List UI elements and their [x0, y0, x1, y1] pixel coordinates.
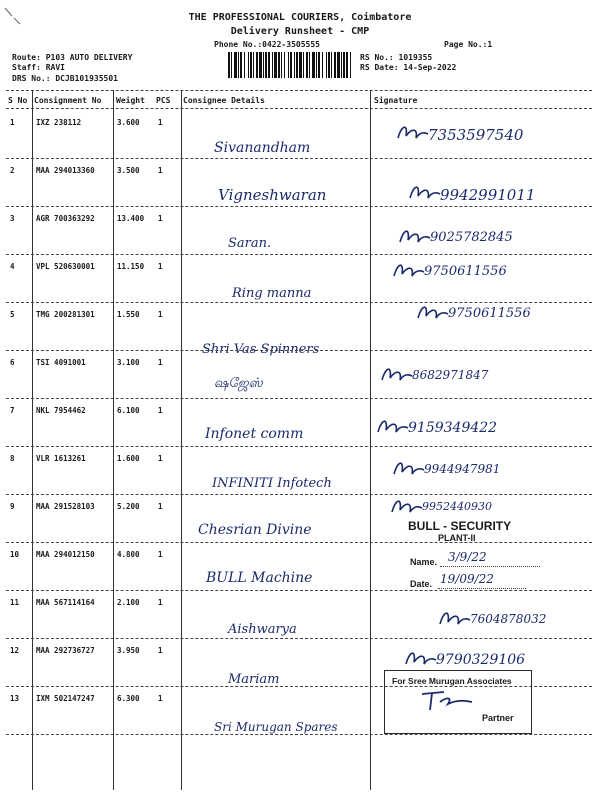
row-consignment-no: MAA 294012150 [36, 550, 95, 559]
row-consignee-name: Aishwarya [228, 622, 297, 637]
row-consignee-name: Sivanandham [214, 140, 311, 156]
bull-stamp-title: BULL - SECURITY [408, 519, 512, 533]
row-separator [6, 542, 592, 543]
company-name: THE PROFESSIONAL COURIERS, Coimbatore [188, 12, 412, 23]
partner-signature-icon [418, 688, 478, 714]
row-sno: 7 [10, 406, 15, 415]
row-weight: 2.100 [117, 598, 140, 607]
row-weight: 3.500 [117, 166, 140, 175]
phone-number: Phone No.:0422-3505555 [214, 40, 320, 49]
signature-scribble-icon [394, 122, 430, 144]
row-separator [6, 494, 592, 495]
row-pcs: 1 [158, 118, 163, 127]
row-signature: 9159349422 [408, 420, 498, 436]
row-pcs: 1 [158, 646, 163, 655]
signature-scribble-icon [378, 364, 414, 386]
row-separator [6, 446, 592, 447]
rs-number: RS No.: 1019355 [360, 53, 433, 62]
bull-stamp-date-value: 19/09/22 [440, 572, 494, 586]
row-signature: 9944947981 [424, 462, 501, 476]
bull-stamp-plant: PLANT-II [438, 533, 476, 543]
signature-scribble-icon [406, 182, 442, 204]
signature-scribble-icon [374, 416, 410, 438]
row-separator [6, 206, 592, 207]
row-pcs: 1 [158, 502, 163, 511]
row-sno: 12 [10, 646, 20, 655]
row-separator [6, 638, 592, 639]
row-consignee-name: Chesrian Divine [198, 522, 312, 538]
row-pcs: 1 [158, 454, 163, 463]
drs-number: DRS No.: DCJB101935501 [12, 74, 118, 83]
row-signature: 7353597540 [428, 126, 524, 144]
bull-stamp-name-label: Name. [410, 557, 438, 567]
row-weight: 1.600 [117, 454, 140, 463]
col-divider [113, 90, 114, 790]
runsheet-title: Delivery Runsheet - CMP [230, 26, 370, 37]
row-consignee-name: Shri Vas Spinners [202, 342, 320, 357]
col-sno: S No [8, 96, 28, 105]
row-separator [6, 590, 592, 591]
signature-scribble-icon [388, 496, 424, 518]
row-weight: 1.550 [117, 310, 140, 319]
row-consignment-no: NKL 7954462 [36, 406, 86, 415]
signature-scribble-icon [390, 260, 426, 282]
row-sno: 10 [10, 550, 20, 559]
row-sno: 9 [10, 502, 15, 511]
row-sno: 5 [10, 310, 15, 319]
bull-stamp-date-line [438, 588, 526, 589]
row-signature: 9952440930 [422, 500, 492, 513]
row-separator [6, 734, 592, 735]
row-weight: 3.100 [117, 358, 140, 367]
bull-stamp-date-label: Date. [410, 579, 433, 589]
col-divider [370, 90, 371, 790]
row-weight: 6.100 [117, 406, 140, 415]
row-signature: 9025782845 [430, 230, 513, 245]
row-consignment-no: MAA 567114164 [36, 598, 95, 607]
col-divider [32, 90, 33, 790]
row-pcs: 1 [158, 406, 163, 415]
signature-scribble-icon [436, 608, 472, 630]
col-signature: Signature [374, 96, 418, 105]
header-top-rule [6, 90, 592, 91]
col-divider [181, 90, 182, 790]
row-signature: 9750611556 [424, 264, 507, 279]
row-sno: 2 [10, 166, 15, 175]
row-separator [6, 158, 592, 159]
row-separator [6, 302, 592, 303]
row-weight: 13.400 [117, 214, 145, 223]
row-sno: 1 [10, 118, 15, 127]
row-sno: 13 [10, 694, 20, 703]
row-consignee-name: Vigneshwaran [218, 186, 327, 204]
row-consignee-name: Sri Murugan Spares [214, 720, 338, 734]
sree-stamp-partner: Partner [482, 713, 514, 723]
bull-stamp-name-line [440, 566, 540, 567]
row-consignment-no: AGR 700363292 [36, 214, 95, 223]
row-separator [6, 350, 592, 351]
row-signature: 9750611556 [448, 306, 531, 321]
row-pcs: 1 [158, 310, 163, 319]
row-pcs: 1 [158, 550, 163, 559]
row-consignment-no: VLR 1613261 [36, 454, 86, 463]
row-consignment-no: VPL 520630001 [36, 262, 95, 271]
row-sno: 11 [10, 598, 20, 607]
row-pcs: 1 [158, 214, 163, 223]
col-weight: Weight [116, 96, 145, 105]
row-consignment-no: MAA 291528103 [36, 502, 95, 511]
route: Route: P103 AUTO DELIVERY [12, 53, 133, 62]
row-signature: 9942991011 [440, 186, 536, 204]
row-consignee-name: Mariam [228, 672, 280, 687]
col-pcs: PCS [156, 96, 171, 105]
row-consignment-no: TSI 4091001 [36, 358, 86, 367]
header-bottom-rule [6, 108, 592, 109]
row-signature: 9790329106 [436, 652, 526, 668]
row-pcs: 1 [158, 694, 163, 703]
row-consignment-no: IXM 502147247 [36, 694, 95, 703]
row-pcs: 1 [158, 598, 163, 607]
row-signature: 8682971847 [412, 368, 489, 382]
sree-stamp-title: For Sree Murugan Associates [392, 676, 512, 686]
row-consignee-name: Ring manna [232, 286, 312, 301]
row-consignment-no: MAA 294013360 [36, 166, 95, 175]
staff: Staff: RAVI [12, 63, 65, 72]
row-pcs: 1 [158, 358, 163, 367]
row-consignment-no: TMG 200281301 [36, 310, 95, 319]
row-weight: 3.950 [117, 646, 140, 655]
row-weight: 4.800 [117, 550, 140, 559]
page-number: Page No.:1 [444, 40, 493, 49]
row-consignee-name: BULL Machine [206, 570, 313, 586]
row-pcs: 1 [158, 166, 163, 175]
row-consignee-name: Saran. [228, 236, 272, 251]
barcode-icon [228, 52, 352, 78]
signature-scribble-icon [390, 458, 426, 480]
row-consignee-name: Infonet comm [205, 426, 304, 442]
row-pcs: 1 [158, 262, 163, 271]
row-consignee-name: INFINITI Infotech [212, 476, 332, 491]
row-signature: 7604878032 [470, 612, 547, 626]
row-consignment-no: IXZ 238112 [36, 118, 82, 127]
scan-mark-icon [2, 4, 24, 26]
row-weight: 11.150 [117, 262, 145, 271]
col-details: Consignee Details [183, 96, 265, 105]
bull-stamp-name-value: 3/9/22 [448, 550, 487, 564]
rs-date: RS Date: 14-Sep-2022 [360, 63, 457, 72]
signature-scribble-icon [414, 302, 450, 324]
signature-scribble-icon [402, 648, 438, 670]
row-sno: 6 [10, 358, 15, 367]
row-consignment-no: MAA 292736727 [36, 646, 95, 655]
row-weight: 3.600 [117, 118, 140, 127]
row-weight: 5.200 [117, 502, 140, 511]
row-weight: 6.300 [117, 694, 140, 703]
signature-scribble-icon [396, 226, 432, 248]
row-separator [6, 254, 592, 255]
row-sno: 4 [10, 262, 15, 271]
row-sno: 8 [10, 454, 15, 463]
row-consignee-name: ஷஜேஸ் [214, 376, 263, 391]
col-consignment: Consignment No [34, 96, 102, 105]
row-separator [6, 398, 592, 399]
row-sno: 3 [10, 214, 15, 223]
